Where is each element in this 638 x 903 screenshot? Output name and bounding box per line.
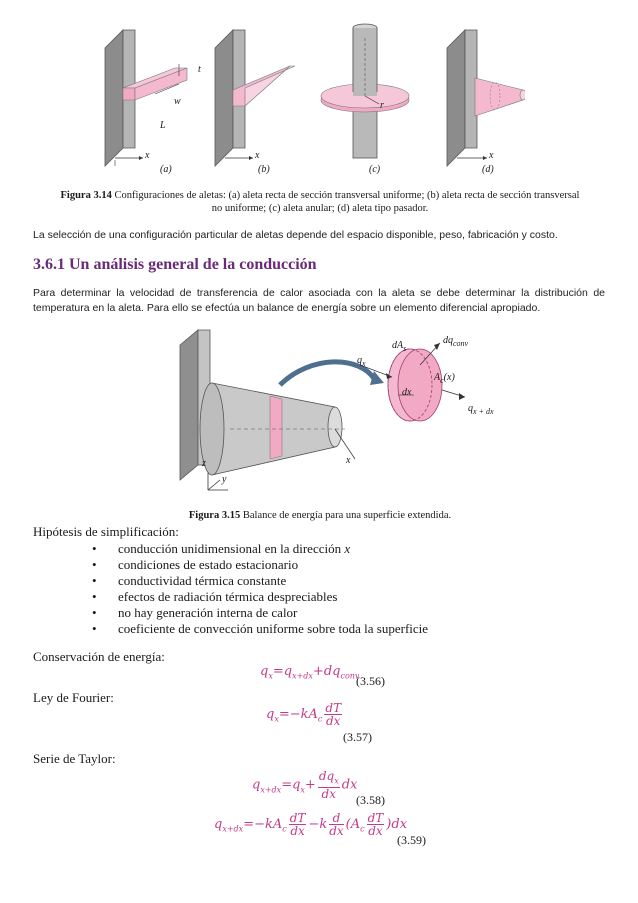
hypothesis-item bbox=[92, 541, 592, 557]
fig314-dim-t: t bbox=[198, 64, 201, 75]
paragraph-energy-balance: Para determinar la velocidad de transferencia de calor asociada con la aleta se debe determinar la distribución de temperatura en la aleta. Para ello se efectúa un balance de energía sobre un elemento diferencial apropiado. bbox=[33, 287, 605, 314]
hypothesis-item: • condiciones de estado estacionario bbox=[92, 557, 592, 573]
fig315-caption bbox=[60, 509, 580, 522]
fin-diagram-c bbox=[321, 24, 409, 158]
fig314-dim-L: L bbox=[160, 120, 166, 131]
fig315-dqconv-sub: conv bbox=[453, 339, 469, 348]
fig315-dAs bbox=[392, 340, 406, 353]
fig314-caption bbox=[60, 189, 580, 215]
fig315-qxdx bbox=[468, 403, 494, 416]
fig315-caption-text: Balance de energía para una superficie extendida. bbox=[240, 510, 452, 521]
fig315-z: z bbox=[202, 458, 206, 469]
fig315-Ac-main: A bbox=[434, 372, 441, 383]
figure-3-15 bbox=[170, 325, 480, 500]
hypothesis-item: • coeficiente de convección uniforme sobre toda la superficie bbox=[92, 621, 592, 637]
fig314-label-d: (d) bbox=[482, 164, 494, 175]
fig315-qx bbox=[357, 355, 366, 368]
fig314-dim-r: r bbox=[380, 100, 384, 111]
fig315-dAs-main: dA bbox=[392, 340, 404, 351]
eq-num-359: (3.59) bbox=[397, 833, 426, 847]
section-taylor-series: Serie de Taylor: bbox=[33, 751, 116, 766]
equation-356: $q_x=q_{x+dx}+dq_{conv}$ bbox=[260, 664, 360, 681]
fig314-caption-bold: Figura 3.14 bbox=[60, 190, 112, 201]
fig315-x: x bbox=[346, 455, 351, 466]
fig314-label-c: (c) bbox=[369, 164, 381, 175]
eq-num-356: (3.56) bbox=[356, 674, 385, 688]
paragraph-fin-selection: La selección de una configuración particular de aletas depende del espacio disponible, peso, fabricación y costo. bbox=[33, 229, 558, 241]
fig315-Ac-sub: c bbox=[440, 376, 444, 385]
equation-359: $q_{x+dx}=-kA_c$ $\frac{dT}{dx}$ −k $\frac{d}{dx}$ ($A_c$ $\frac{dT}{dx}$ )dx bbox=[214, 811, 408, 838]
equation-358: $q_{x+dx}=q_x+$ $\frac{dq_x}{dx}$ dx bbox=[252, 769, 358, 802]
fig315-dAs-sub: s bbox=[403, 344, 407, 353]
fig315-caption-bold: Figura 3.15 bbox=[188, 510, 241, 521]
fin-diagram-b bbox=[215, 30, 295, 166]
fig314-label-b: (b) bbox=[258, 164, 270, 175]
hypotheses-list bbox=[92, 541, 592, 637]
section-heading: 3.6.1 Un análisis general de la conducción bbox=[33, 256, 317, 273]
fig314-caption-text: Configuraciones de aletas: (a) aleta recta de sección transversal uniforme; (b) aleta recta de sección transversal no uniforme; (c) aleta anular; (d) aleta tipo pasador. bbox=[111, 190, 580, 214]
fin-diagram-d bbox=[447, 30, 525, 166]
eq-num-358: (3.58) bbox=[356, 793, 385, 807]
hypothesis-var: x bbox=[344, 541, 351, 556]
fig315-qx-sub: x bbox=[362, 359, 366, 368]
section-energy-conservation: Conservación de energía: bbox=[33, 649, 165, 664]
fig314-label-a: (a) bbox=[160, 164, 172, 175]
fig314-axis-x-d: x bbox=[489, 150, 494, 161]
equation-357: $q_x=-kA_c$ $\frac{dT}{dx}$ bbox=[266, 701, 342, 728]
fig315-dx: dx bbox=[402, 387, 412, 398]
figure-3-14 bbox=[95, 8, 525, 180]
hypothesis-item: • efectos de radiación térmica despreciables bbox=[92, 589, 592, 605]
fig315-Ac bbox=[434, 372, 455, 385]
fig315-dqconv-main: dq bbox=[443, 335, 453, 346]
fig315-dqconv bbox=[443, 335, 468, 348]
hypothesis-text: conducción unidimensional en la dirección bbox=[118, 541, 345, 556]
fig315-qxdx-sub: x + dx bbox=[473, 407, 494, 416]
section-fourier-law: Ley de Fourier: bbox=[33, 690, 114, 705]
hypothesis-item: • no hay generación interna de calor bbox=[92, 605, 592, 621]
fig315-qxdx-main: q bbox=[468, 403, 473, 414]
fig314-dim-w: w bbox=[174, 96, 181, 107]
hypotheses-title: Hipótesis de simplificación: bbox=[33, 524, 179, 539]
fig315-Ac-arg: (x) bbox=[443, 372, 455, 383]
fig314-axis-x-b: x bbox=[255, 150, 260, 161]
fig314-axis-x-a: x bbox=[145, 150, 150, 161]
fig315-qx-main: q bbox=[357, 355, 362, 366]
eq-num-357: (3.57) bbox=[343, 730, 372, 744]
fig315-y: y bbox=[222, 474, 227, 485]
hypothesis-item: • conductividad térmica constante bbox=[92, 573, 592, 589]
